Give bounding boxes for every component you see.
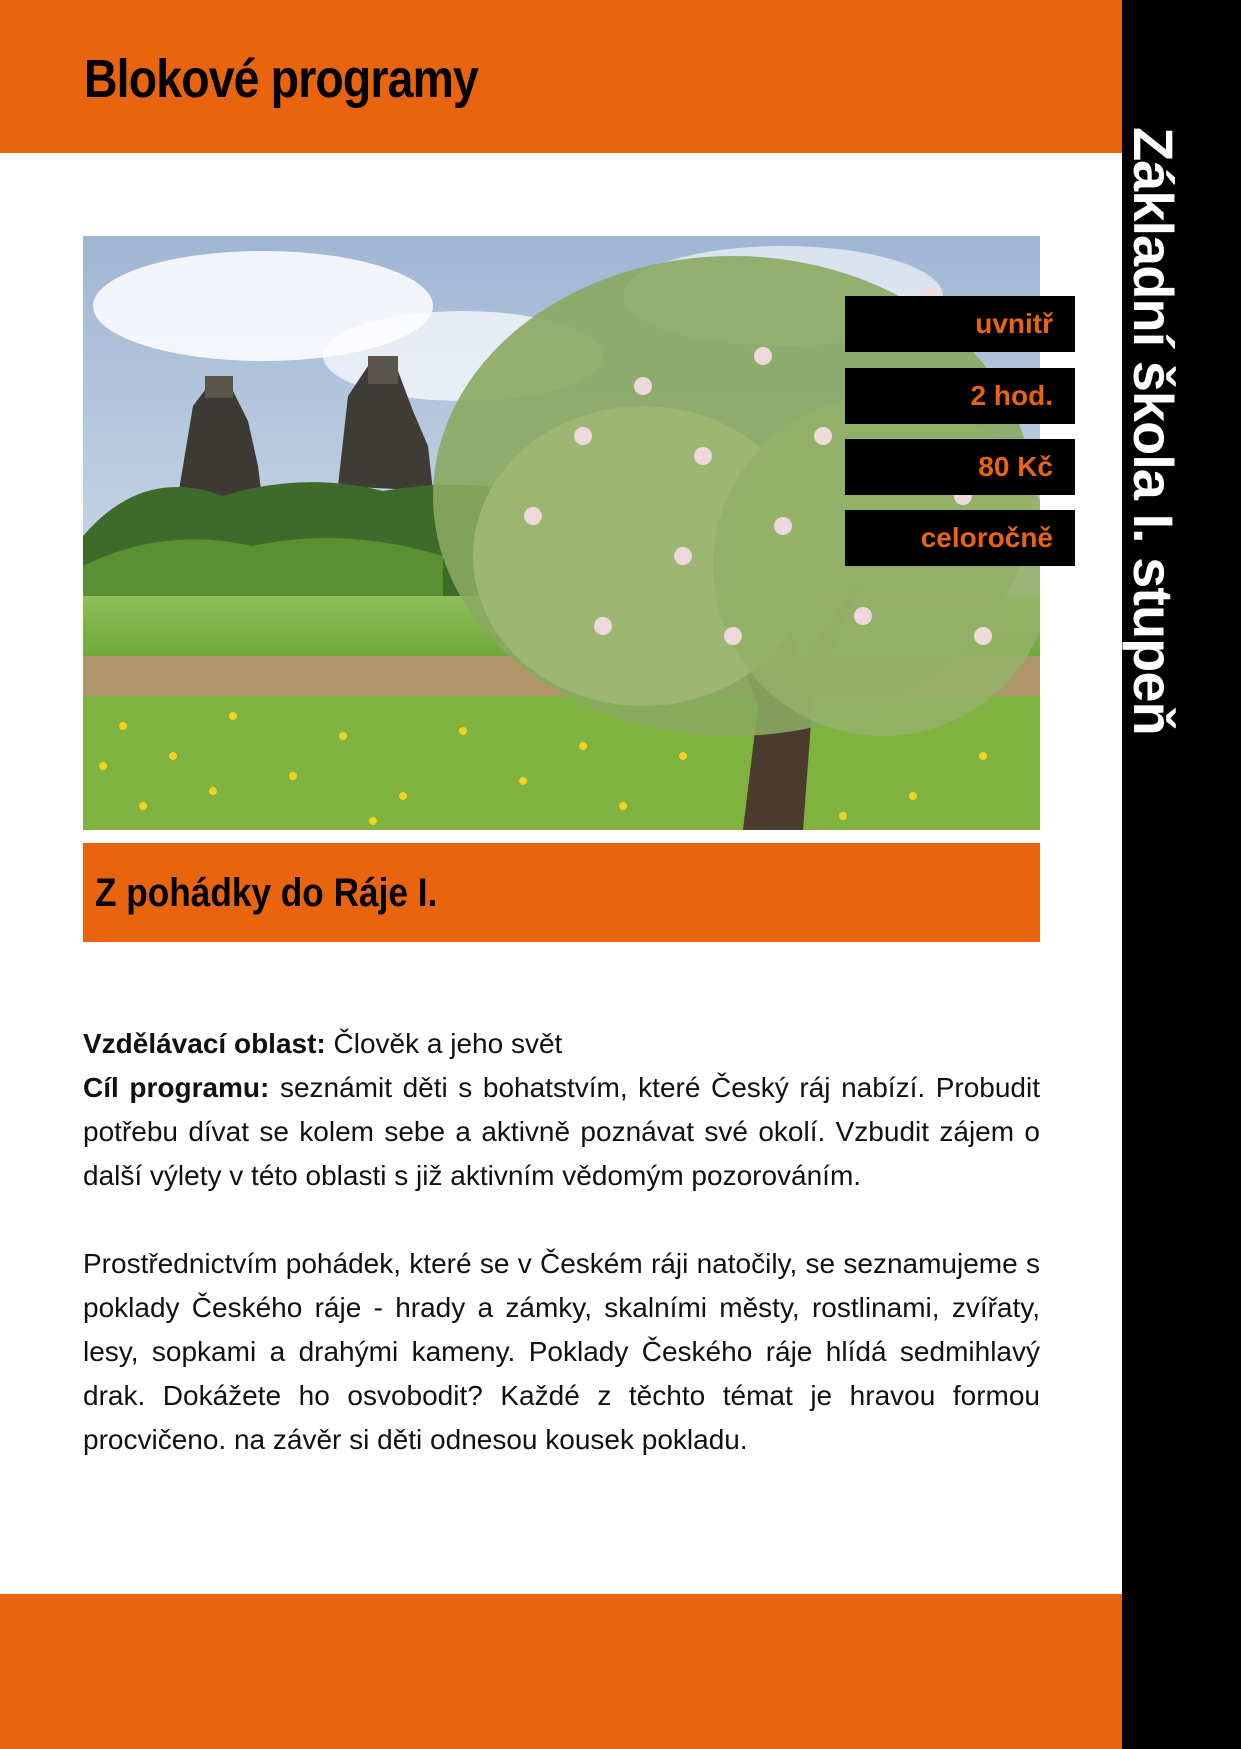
goal-value: seznámit děti s bohatstvím, které Český ráj nabízí. Probudit potřebu dívat se kolem sebe a aktivně poznávat své okolí. Vzbudit zájem o další výlety v této oblasti s již aktivním vědomým pozorováním. bbox=[83, 1072, 1041, 1191]
area-label: Vzdělávací oblast: bbox=[83, 1028, 326, 1059]
tag-price: 80 Kč bbox=[845, 439, 1075, 495]
spacer bbox=[83, 1198, 1040, 1242]
tag-season: celoročně bbox=[845, 510, 1075, 566]
tag-duration: 2 hod. bbox=[845, 368, 1075, 424]
side-label: Základní škola I. stupeň bbox=[1122, 127, 1185, 735]
area-value: Člověk a jeho svět bbox=[333, 1028, 563, 1059]
footer-band bbox=[0, 1594, 1122, 1749]
page-title: Blokové programy bbox=[84, 49, 479, 109]
program-title: Z pohádky do Ráje I. bbox=[95, 871, 438, 915]
goal-label: Cíl programu: bbox=[83, 1072, 270, 1103]
area-line bbox=[83, 1022, 1040, 1066]
tag-location: uvnitř bbox=[845, 296, 1075, 352]
program-content bbox=[83, 1022, 1040, 1462]
program-title-band bbox=[83, 843, 1040, 942]
goal-paragraph bbox=[83, 1066, 1040, 1198]
description-paragraph: Prostřednictvím pohádek, které se v Českém ráji natočily, se seznamujeme s poklady Českého ráje - hrady a zámky, skalními městy, rostlinami, zvířaty, lesy, sopkami a drahými kameny. Poklady Českého ráje hlídá sedmihlavý drak. Dokážete ho osvobodit? Každé z těchto témat je hravou formou procvičeno. na závěr si děti odnesou kousek pokladu. bbox=[83, 1248, 1040, 1455]
